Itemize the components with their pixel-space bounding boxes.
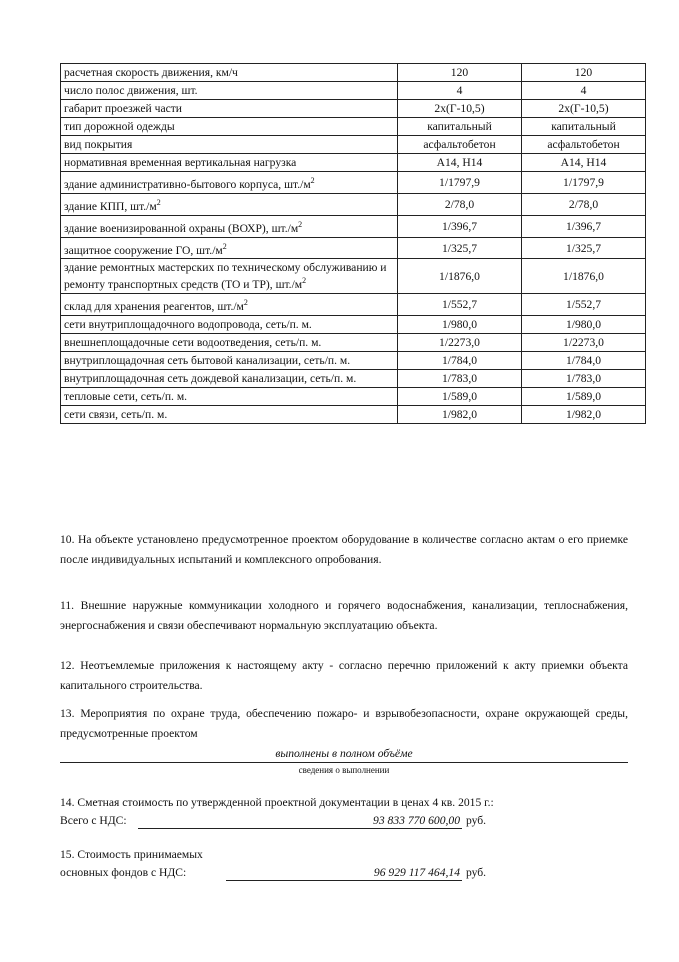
parameter-name [61,64,398,82]
parameter-name [61,215,398,237]
design-value: 1/589,0 [398,388,522,406]
actual-value: 4 [522,82,646,100]
actual-value: 1/552,7 [522,294,646,316]
parameter-name [61,259,398,294]
unit-exponent: 2 [310,176,315,185]
actual-value: 120 [522,64,646,82]
parameter-label: здание административно-бытового корпуса, шт./м [64,177,311,191]
actual-value: асфальтобетон [522,136,646,154]
paragraph-14-heading: 14. Сметная стоимость по утвержденной проектной документации в ценах 4 кв. 2015 г.: [60,796,494,809]
parameter-name [61,352,398,370]
estimated-cost-unit: руб. [466,814,487,827]
specification-table-body [61,64,646,424]
design-value: асфальтобетон [398,136,522,154]
parameter-name [61,294,398,316]
parameter-name [61,82,398,100]
design-value: капитальный [398,118,522,136]
table-row [61,316,646,334]
parameter-label: расчетная скорость движения, км/ч [64,66,238,79]
parameter-label: здание ремонтных мастерских по техническому обслуживанию и ремонту транспортных средств (ТО и ТР), шт./м [64,261,387,292]
actual-value: капитальный [522,118,646,136]
table-row [61,352,646,370]
design-value: 1/1876,0 [398,259,522,294]
table-row [61,294,646,316]
parameter-label: защитное сооружение ГО, шт./м [64,243,223,257]
table-row [61,406,646,424]
actual-value: 2х(Г-10,5) [522,100,646,118]
table-row [61,118,646,136]
parameter-name [61,118,398,136]
table-row [61,136,646,154]
actual-value: 1/325,7 [522,237,646,259]
table-row [61,172,646,194]
actual-value: А14, Н14 [522,154,646,172]
parameter-name [61,154,398,172]
parameter-name [61,316,398,334]
fixed-assets-cost-unit: руб. [466,866,487,879]
parameter-label: тип дорожной одежды [64,120,175,133]
design-value: А14, Н14 [398,154,522,172]
actual-value: 1/2273,0 [522,334,646,352]
parameter-label: внутриплощадочная сеть дождевой канализации, сеть/п. м. [64,372,357,386]
parameter-name [61,193,398,215]
table-row [61,154,646,172]
design-value: 1/783,0 [398,370,522,388]
table-row [61,82,646,100]
parameter-label: тепловые сети, сеть/п. м. [64,390,188,404]
design-value: 1/396,7 [398,215,522,237]
table-row [61,215,646,237]
paragraph-11: 11. Внешние наружные коммуникации холодного и горячего водоснабжения, канализации, теплоснабжения, энергоснабжения и связи обеспечивают нормальную эксплуатацию объекта. [60,599,628,632]
unit-exponent: 2 [156,197,161,207]
table-row [61,388,646,406]
estimated-cost-line [138,814,462,829]
unit-exponent: 2 [298,219,303,229]
unit-exponent: 2 [302,276,307,286]
design-value: 1/982,0 [398,406,522,424]
table-row [61,370,646,388]
table-row [61,64,646,82]
paragraph-15-label: основных фондов с НДС: [60,866,187,879]
parameter-label: склад для хранения реагентов, шт./м [64,300,244,314]
completion-line [60,746,628,763]
parameter-name [61,100,398,118]
table-row [61,237,646,259]
parameter-name [61,334,398,352]
parameter-name [61,172,398,194]
table-row [61,193,646,215]
parameter-label: здание КПП, шт./м [64,199,157,213]
actual-value: 1/982,0 [522,406,646,424]
completion-value: выполнены в полном объёме [275,747,413,760]
parameter-name [61,136,398,154]
parameter-label: сети внутриплощадочного водопровода, сеть/п. м. [64,318,312,332]
paragraph-13: 13. Мероприятия по охране труда, обеспечению пожаро- и взрывобезопасности, охране окружающей среды, предусмотренные проектом [60,707,628,740]
design-value: 2/78,0 [398,193,522,215]
parameter-label: число полос движения, шт. [64,84,198,97]
paragraph-15-heading: 15. Стоимость принимаемых [60,848,203,861]
actual-value: 2/78,0 [522,193,646,215]
parameter-label: вид покрытия [64,138,133,151]
design-value: 2х(Г-10,5) [398,100,522,118]
actual-value: 1/396,7 [522,215,646,237]
parameter-name [61,237,398,259]
paragraph-12: 12. Неотъемлемые приложения к настоящему акту - согласно перечню приложений к акту приемки объекта капитального строительства. [60,659,628,692]
parameter-label: здание военизированной охраны (ВОХР), шт./м [64,221,299,235]
design-value: 1/784,0 [398,352,522,370]
unit-exponent: 2 [243,298,248,308]
actual-value: 1/1797,9 [522,172,646,194]
design-value: 120 [398,64,522,82]
design-value: 1/980,0 [398,316,522,334]
fixed-assets-cost-line [226,866,462,881]
estimated-cost-value: 93 833 770 600,00 [373,814,460,827]
parameter-name [61,370,398,388]
parameter-label: сети связи, сеть/п. м. [64,408,168,422]
completion-caption: сведения о выполнении [298,765,390,775]
design-value: 1/2273,0 [398,334,522,352]
table-row [61,100,646,118]
parameter-label: внутриплощадочная сеть бытовой канализации, сеть/п. м. [64,354,351,368]
design-value: 4 [398,82,522,100]
specification-table [60,63,646,424]
actual-value: 1/980,0 [522,316,646,334]
parameter-label: внешнеплощадочные сети водоотведения, сеть/п. м. [64,336,322,350]
design-value: 1/325,7 [398,237,522,259]
table-row [61,259,646,294]
actual-value: 1/589,0 [522,388,646,406]
actual-value: 1/1876,0 [522,259,646,294]
actual-value: 1/784,0 [522,352,646,370]
actual-value: 1/783,0 [522,370,646,388]
table-row [61,334,646,352]
parameter-name [61,406,398,424]
parameter-label: нормативная временная вертикальная нагрузка [64,156,297,169]
design-value: 1/1797,9 [398,172,522,194]
fixed-assets-cost-value: 96 929 117 464,14 [373,866,460,879]
paragraph-10: 10. На объекте установлено предусмотренное проектом оборудование в количестве согласно актам о его приемке после индивидуальных испытаний и комплексного опробования. [60,533,628,566]
unit-exponent: 2 [222,241,227,251]
parameter-label: габарит проезжей части [64,102,183,115]
design-value: 1/552,7 [398,294,522,316]
paragraph-14-label: Всего с НДС: [60,814,127,827]
parameter-name [61,388,398,406]
